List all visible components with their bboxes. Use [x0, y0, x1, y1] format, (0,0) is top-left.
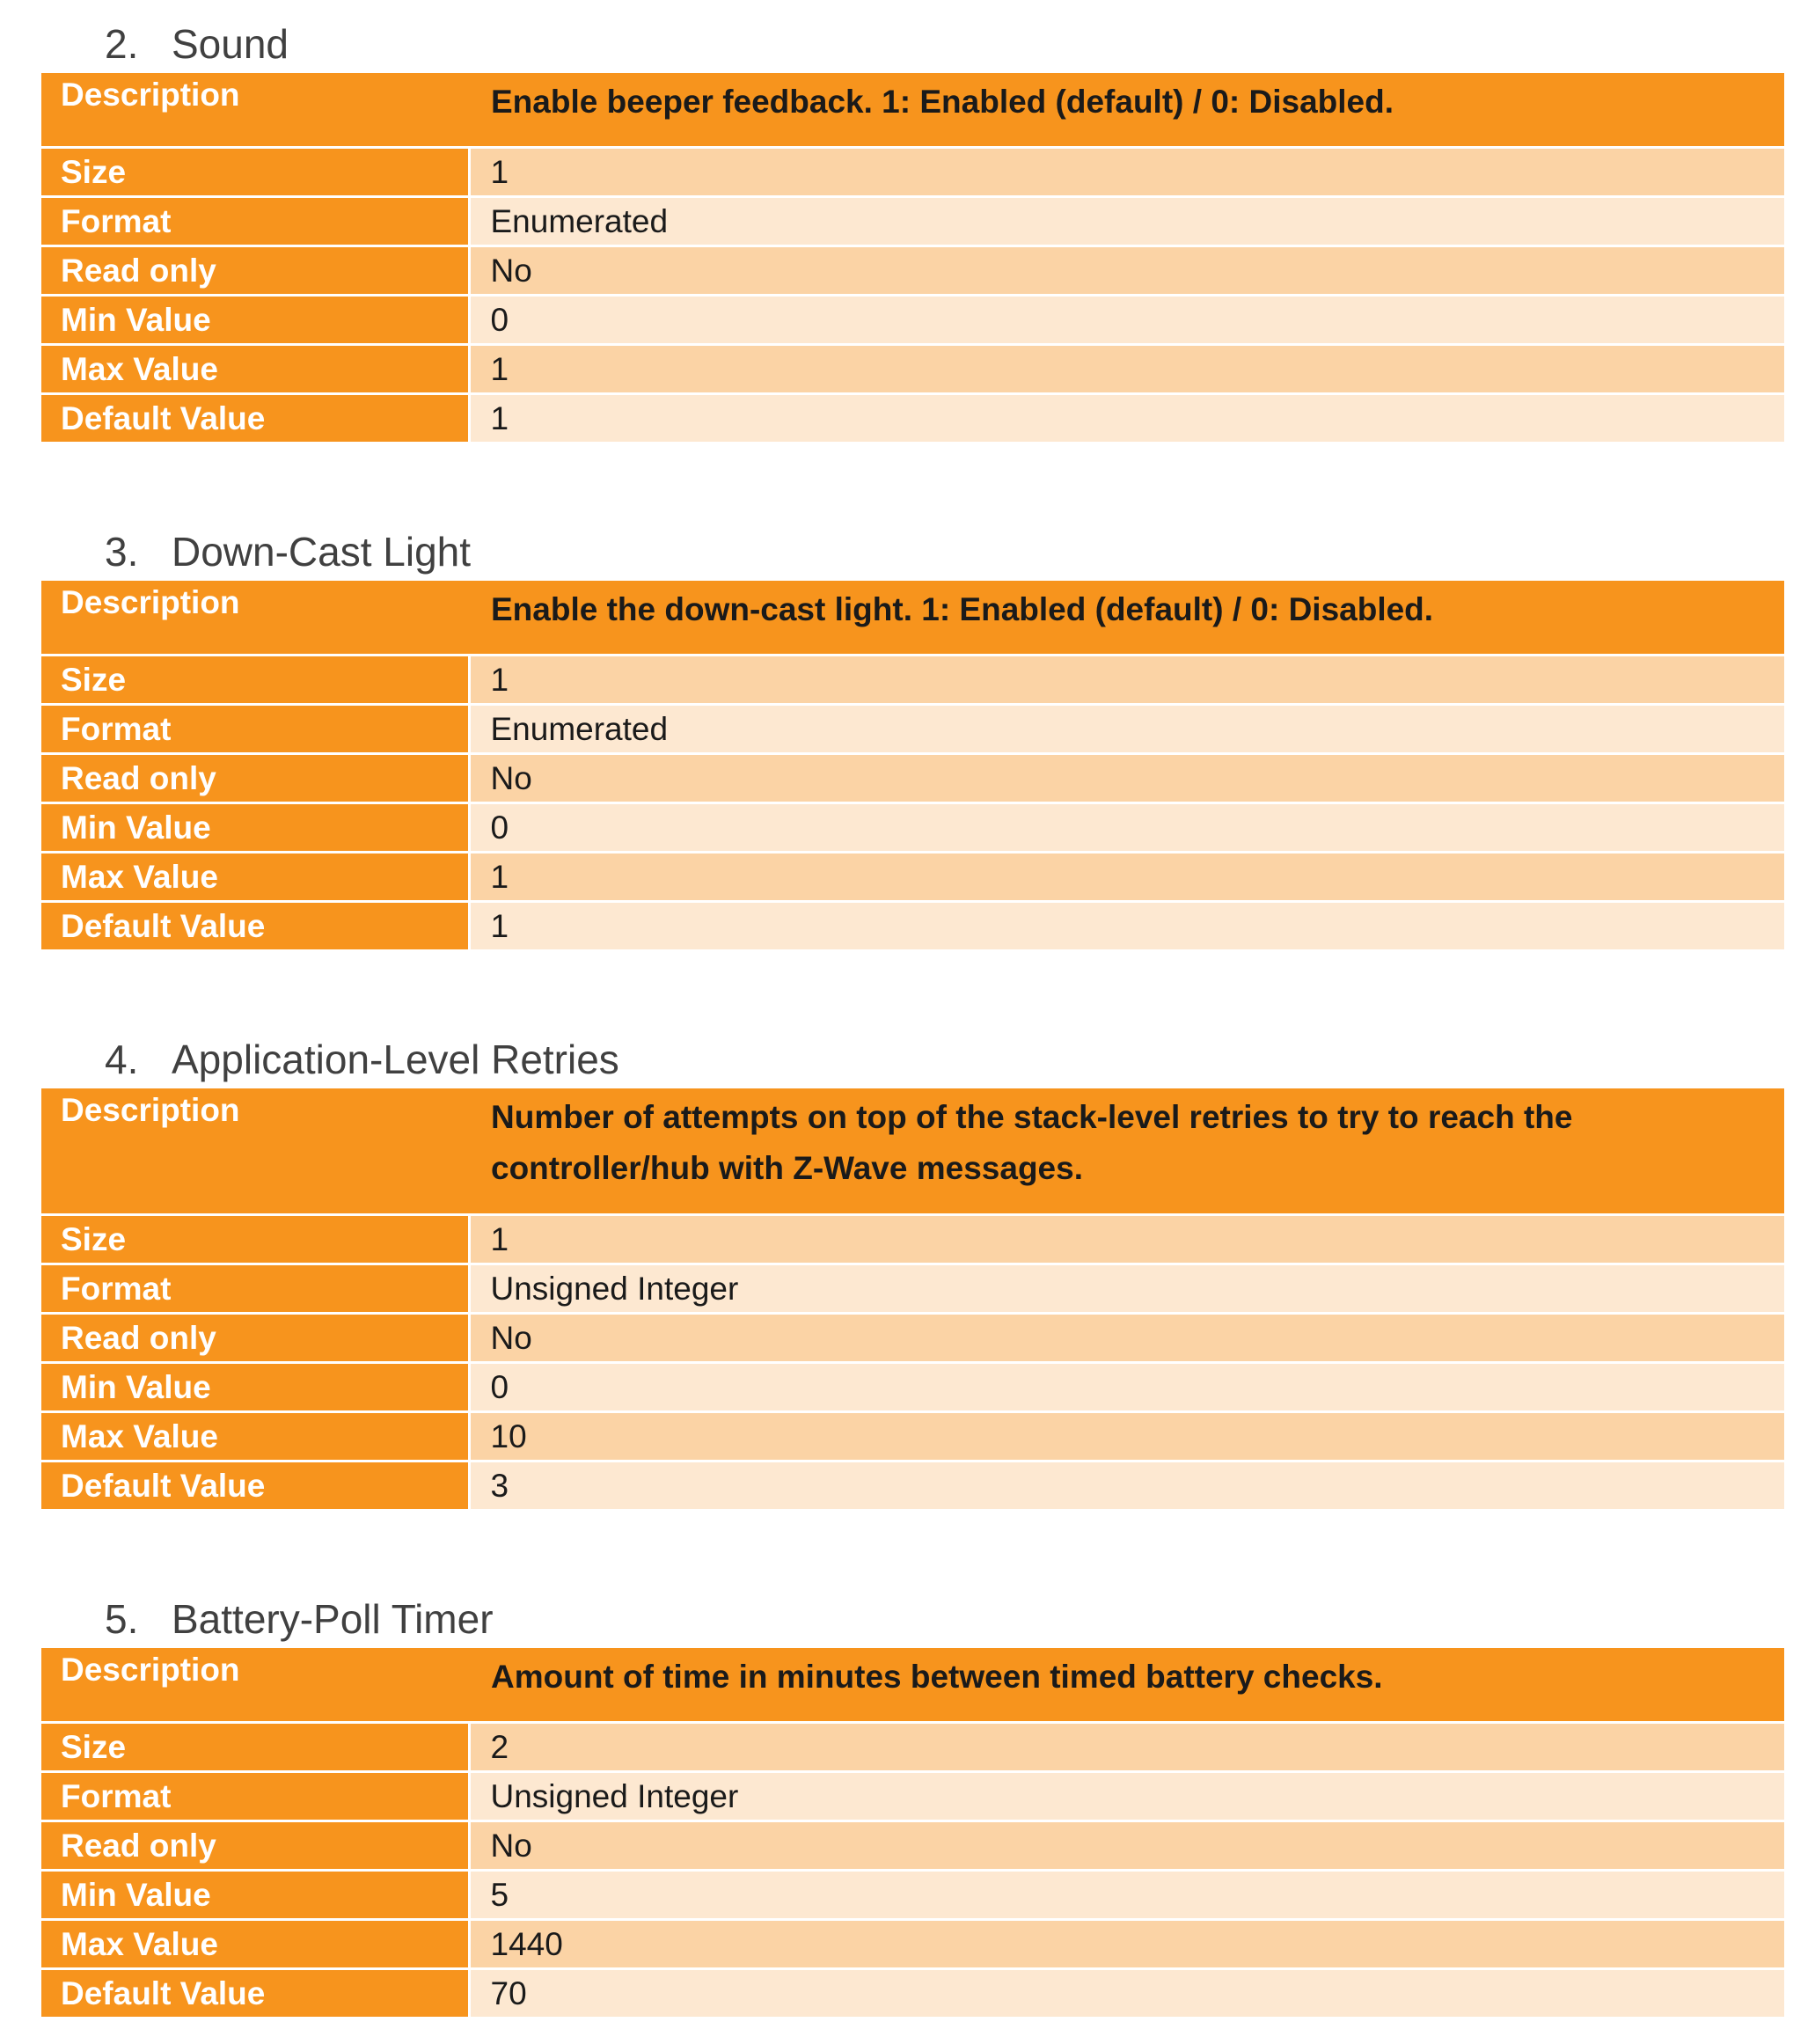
format-label: Format: [41, 1264, 469, 1313]
size-value: 2: [469, 1722, 1784, 1771]
format-value: Enumerated: [469, 196, 1784, 245]
parameter-table: [41, 581, 1784, 949]
read-only-row: [41, 1313, 1784, 1362]
format-label: Format: [41, 704, 469, 753]
format-value: Enumerated: [469, 704, 1784, 753]
min-value-row: [41, 1870, 1784, 1919]
size-row: [41, 1722, 1784, 1771]
size-row: [41, 655, 1784, 704]
format-value: Unsigned Integer: [469, 1264, 1784, 1313]
min-value-row: [41, 1362, 1784, 1411]
max-value: 1440: [469, 1919, 1784, 1968]
read-only-value: No: [469, 1313, 1784, 1362]
min-value-label: Min Value: [41, 1362, 469, 1411]
min-value-label: Min Value: [41, 295, 469, 344]
description-value: Enable beeper feedback. 1: Enabled (default) / 0: Disabled.: [469, 73, 1784, 147]
parameter-table: [41, 1088, 1784, 1509]
section-heading: [41, 1030, 1784, 1088]
parameter-section-sound: [41, 15, 1784, 442]
read-only-row: [41, 1821, 1784, 1870]
read-only-value: No: [469, 1821, 1784, 1870]
description-label: Description: [41, 581, 469, 655]
max-value-label: Max Value: [41, 1411, 469, 1461]
section-title: Battery-Poll Timer: [172, 1596, 494, 1642]
description-row: [41, 1088, 1784, 1214]
description-label: Description: [41, 1088, 469, 1214]
parameter-section-application-level-retries: [41, 1030, 1784, 1509]
section-number: 3.: [105, 529, 139, 575]
default-value-label: Default Value: [41, 901, 469, 949]
section-heading: [41, 15, 1784, 73]
read-only-label: Read only: [41, 753, 469, 802]
read-only-value: No: [469, 245, 1784, 295]
max-value: 1: [469, 852, 1784, 901]
min-value: 0: [469, 295, 1784, 344]
size-row: [41, 1214, 1784, 1264]
description-value: Number of attempts on top of the stack-level retries to try to reach the controller/hub with Z-Wave messages.: [469, 1088, 1784, 1214]
section-number: 4.: [105, 1037, 139, 1082]
read-only-label: Read only: [41, 1313, 469, 1362]
format-label: Format: [41, 196, 469, 245]
section-number: 5.: [105, 1596, 139, 1642]
size-label: Size: [41, 655, 469, 704]
format-value: Unsigned Integer: [469, 1771, 1784, 1821]
read-only-row: [41, 753, 1784, 802]
read-only-row: [41, 245, 1784, 295]
section-heading: [41, 523, 1784, 581]
default-value: 1: [469, 393, 1784, 442]
default-value: 70: [469, 1968, 1784, 2017]
max-value-row: [41, 1411, 1784, 1461]
description-value: Amount of time in minutes between timed battery checks.: [469, 1648, 1784, 1722]
default-value-row: [41, 1461, 1784, 1509]
description-row: [41, 1648, 1784, 1722]
section-title: Application-Level Retries: [172, 1037, 619, 1082]
parameter-table: [41, 1648, 1784, 2017]
section-number: 2.: [105, 21, 139, 67]
read-only-label: Read only: [41, 1821, 469, 1870]
max-value-label: Max Value: [41, 344, 469, 393]
size-value: 1: [469, 147, 1784, 196]
max-value-label: Max Value: [41, 1919, 469, 1968]
default-value-label: Default Value: [41, 1461, 469, 1509]
default-value-row: [41, 901, 1784, 949]
description-label: Description: [41, 1648, 469, 1722]
section-title: Sound: [172, 21, 289, 67]
read-only-label: Read only: [41, 245, 469, 295]
section-heading: [41, 1590, 1784, 1648]
format-row: [41, 704, 1784, 753]
size-row: [41, 147, 1784, 196]
size-label: Size: [41, 1214, 469, 1264]
max-value-row: [41, 1919, 1784, 1968]
description-row: [41, 581, 1784, 655]
default-value: 1: [469, 901, 1784, 949]
size-value: 1: [469, 655, 1784, 704]
format-row: [41, 1771, 1784, 1821]
parameter-section-battery-poll-timer: [41, 1590, 1784, 2017]
parameter-table: [41, 73, 1784, 442]
min-value: 0: [469, 1362, 1784, 1411]
size-value: 1: [469, 1214, 1784, 1264]
default-value-label: Default Value: [41, 1968, 469, 2017]
min-value-label: Min Value: [41, 1870, 469, 1919]
min-value-label: Min Value: [41, 802, 469, 852]
format-label: Format: [41, 1771, 469, 1821]
size-label: Size: [41, 1722, 469, 1771]
max-value: 10: [469, 1411, 1784, 1461]
max-value-label: Max Value: [41, 852, 469, 901]
description-row: [41, 73, 1784, 147]
min-value: 0: [469, 802, 1784, 852]
max-value-row: [41, 852, 1784, 901]
format-row: [41, 1264, 1784, 1313]
min-value-row: [41, 802, 1784, 852]
min-value: 5: [469, 1870, 1784, 1919]
size-label: Size: [41, 147, 469, 196]
format-row: [41, 196, 1784, 245]
section-title: Down-Cast Light: [172, 529, 472, 575]
default-value-row: [41, 393, 1784, 442]
min-value-row: [41, 295, 1784, 344]
parameter-section-down-cast-light: [41, 523, 1784, 949]
max-value-row: [41, 344, 1784, 393]
default-value: 3: [469, 1461, 1784, 1509]
description-label: Description: [41, 73, 469, 147]
default-value-row: [41, 1968, 1784, 2017]
read-only-value: No: [469, 753, 1784, 802]
max-value: 1: [469, 344, 1784, 393]
default-value-label: Default Value: [41, 393, 469, 442]
description-value: Enable the down-cast light. 1: Enabled (default) / 0: Disabled.: [469, 581, 1784, 655]
